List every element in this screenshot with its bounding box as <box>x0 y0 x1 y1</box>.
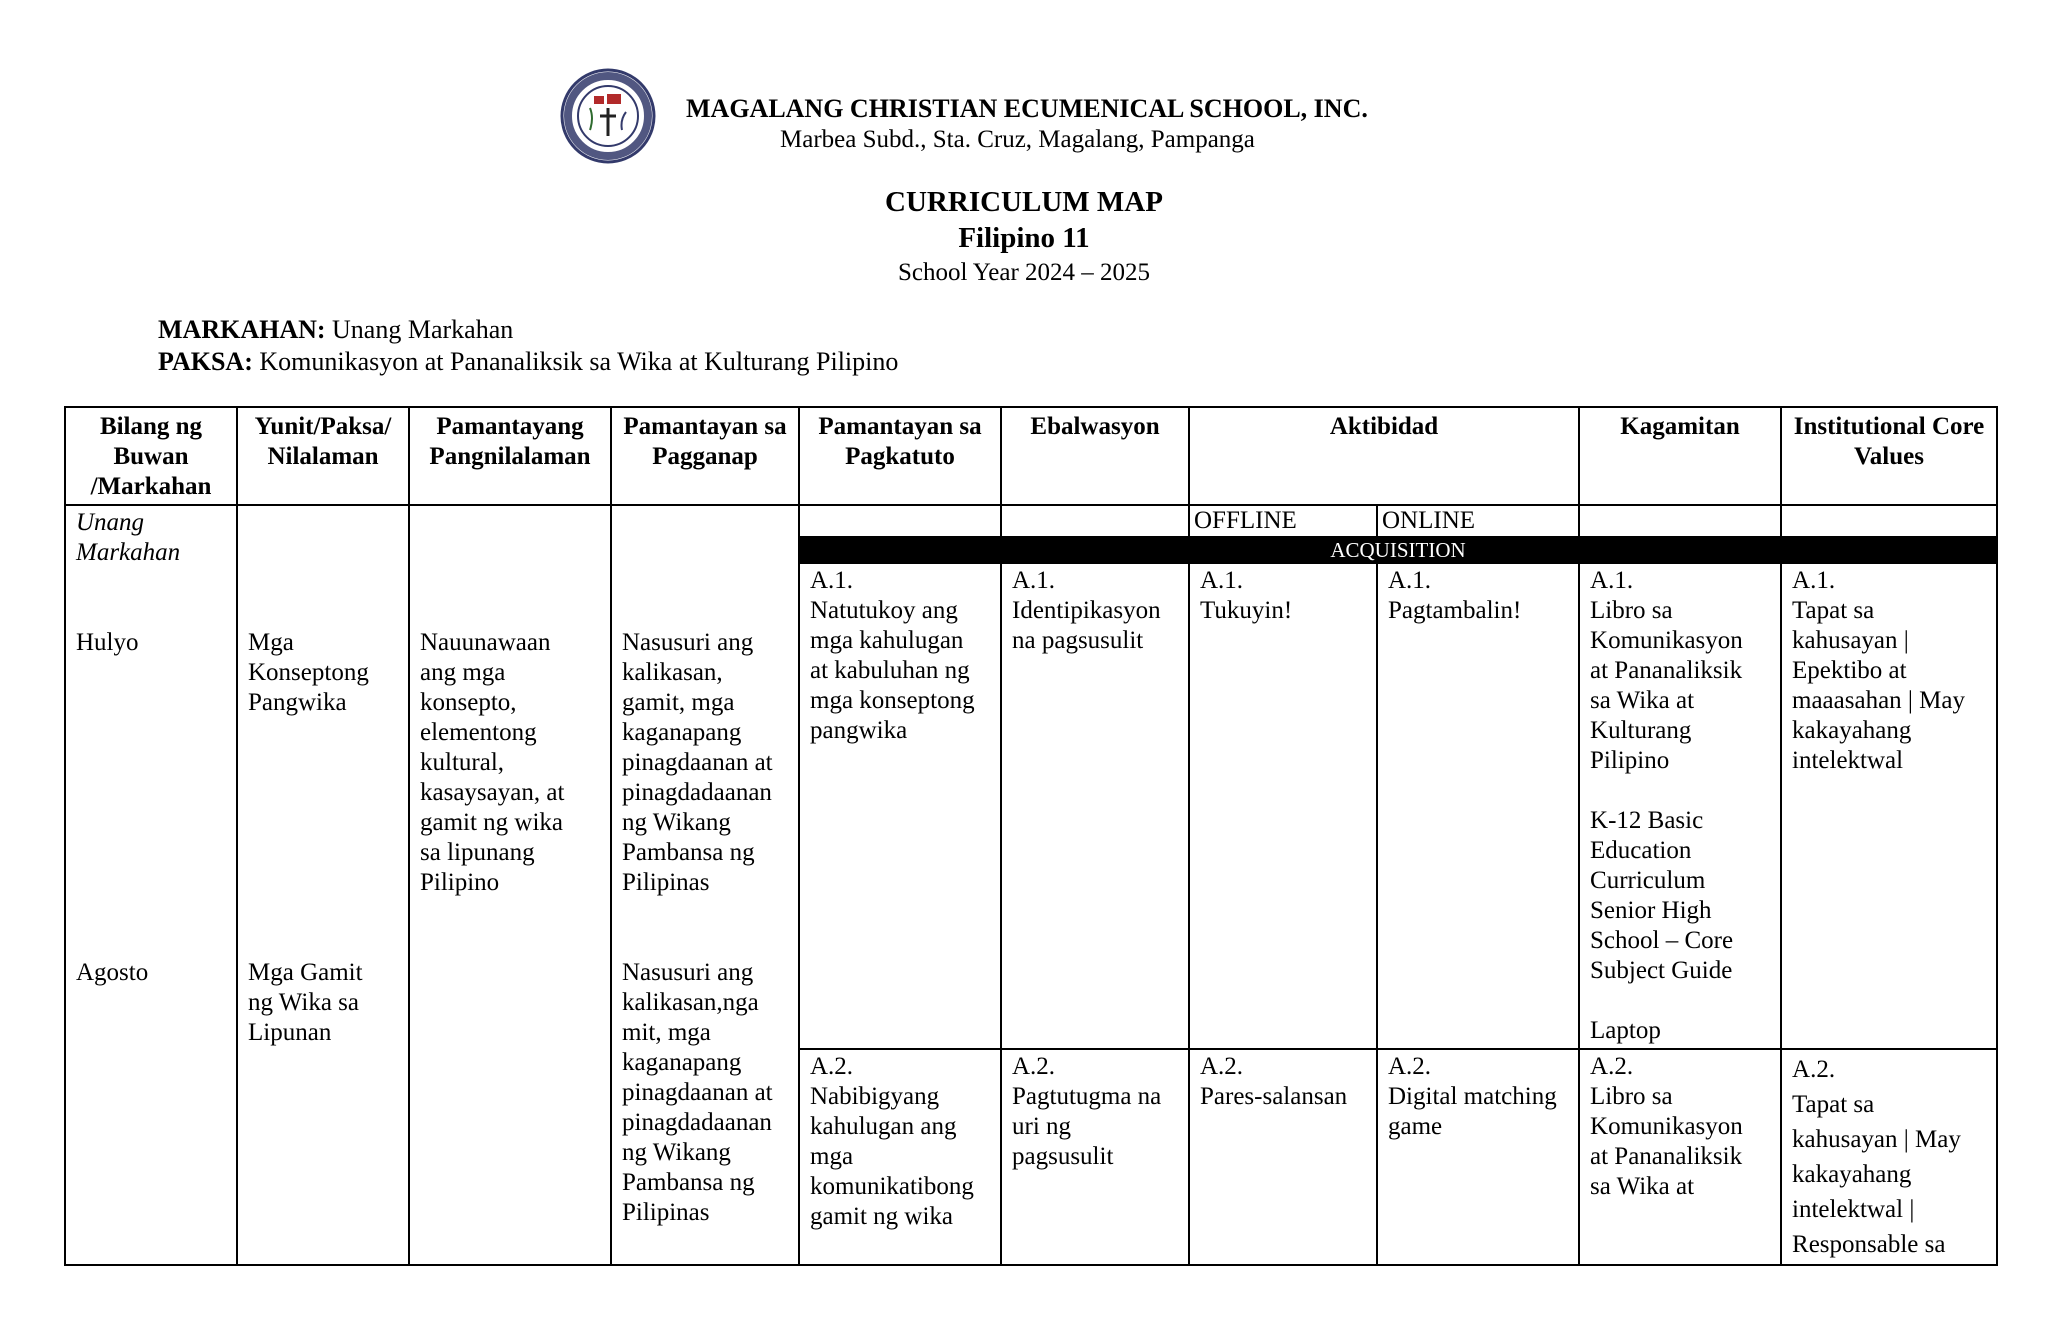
header-buwan: Bilang ng Buwan /Markahan <box>65 407 237 505</box>
header-aktibidad: Aktibidad <box>1189 407 1579 505</box>
col-buwan <box>65 505 237 1265</box>
header-kagamitan: Kagamitan <box>1579 407 1781 505</box>
paksa-value: Komunikasyon at Pananaliksik sa Wika at Kulturang Pilipino <box>252 347 899 376</box>
curriculum-map-table <box>64 406 1998 1266</box>
row2-kagamitan: A.2. Libro sa Komunikasyon at Pananaliksik sa Wika at <box>1579 1049 1781 1265</box>
paksa-label: PAKSA: <box>158 347 253 376</box>
sub-empty <box>1579 505 1781 537</box>
school-logo-icon <box>560 68 656 164</box>
row1-kagamitan: A.1. Libro sa Komunikasyon at Pananaliksik sa Wika at Kulturang Pilipino K-12 Basic Education Curriculum Senior High School – Core Subject Guide Laptop <box>1579 563 1781 1049</box>
header-ebalwasyon: Ebalwasyon <box>1001 407 1189 505</box>
document-title: CURRICULUM MAP <box>885 186 1163 218</box>
markahan-label: MARKAHAN: <box>158 315 326 344</box>
row1-online: A.1. Pagtambalin! <box>1377 563 1579 1049</box>
document-titles <box>0 184 2048 290</box>
row2-online: A.2. Digital matching game <box>1377 1049 1579 1265</box>
header-yunit: Yunit/Paksa/ Nilalaman <box>237 407 409 505</box>
row2-pagkatuto: A.2. Nabibigyang kahulugan ang mga komunikatibong gamit ng wika <box>799 1049 1001 1265</box>
buwan-line: Agosto <box>76 959 149 986</box>
row1-ebalwasyon: A.1. Identipikasyon na pagsusulit <box>1001 563 1189 1049</box>
sub-header-online: ONLINE <box>1377 505 1579 537</box>
paksa-line <box>158 346 898 378</box>
school-name: MAGALANG CHRISTIAN ECUMENICAL SCHOOL, INC. <box>686 94 1368 123</box>
markahan-line <box>158 314 898 346</box>
school-header <box>560 68 1460 168</box>
document-meta <box>158 314 898 378</box>
row2-offline: A.2. Pares-salansan <box>1189 1049 1377 1265</box>
col-pagganap: Nasusuri ang kalikasan, gamit, mga kaganapang pinagdaanan at pinagdadaanan ng Wikang Pambansa ng Pilipinas Nasusuri ang kalikasan,nga mit, mga kaganapang pinagdaanan at pinagdadaanan ng Wikang Pambansa ng Pilipinas <box>611 505 799 1265</box>
buwan-text <box>76 508 226 988</box>
buwan-line: Hulyo <box>76 629 139 656</box>
row1-core-values: A.1. Tapat sa kahusayan | Epektibo at maaasahan | May kakayahang intelektwal <box>1781 563 1997 1049</box>
buwan-line: Unang <box>76 509 145 536</box>
header-pagganap: Pamantayan sa Pagganap <box>611 407 799 505</box>
row2-core-values: A.2. Tapat sa kahusayan | May kakayahang intelektwal | Responsable sa <box>1781 1049 1997 1265</box>
sub-empty <box>1001 505 1189 537</box>
sub-empty <box>799 505 1001 537</box>
sub-header-row <box>65 505 1997 537</box>
school-year: School Year 2024 – 2025 <box>897 259 1151 286</box>
row2-ebalwasyon: A.2. Pagtutugma na uri ng pagsusulit <box>1001 1049 1189 1265</box>
acquisition-label: ACQUISITION <box>799 537 1997 563</box>
school-address: Marbea Subd., Sta. Cruz, Magalang, Pampanga <box>780 126 1255 153</box>
document-subject: Filipino 11 <box>958 222 1090 254</box>
sub-header-offline: OFFLINE <box>1189 505 1377 537</box>
markahan-value: Unang Markahan <box>325 315 514 344</box>
header-pangnilalaman: Pamantayang Pangnilalaman <box>409 407 611 505</box>
col-pangnilalaman: Nauunawaan ang mga konsepto, elementong kultural, kasaysayan, at gamit ng wika sa lipunang Pilipino <box>409 505 611 1265</box>
col-yunit: Mga Konseptong Pangwika Mga Gamit ng Wika sa Lipunan <box>237 505 409 1265</box>
header-core-values: Institutional Core Values <box>1781 407 1997 505</box>
row1-pagkatuto: A.1. Natutukoy ang mga kahulugan at kabuluhan ng mga konseptong pangwika <box>799 563 1001 1049</box>
sub-empty <box>1781 505 1997 537</box>
header-pagkatuto: Pamantayan sa Pagkatuto <box>799 407 1001 505</box>
buwan-line: Markahan <box>76 539 181 566</box>
row1-offline: A.1. Tukuyin! <box>1189 563 1377 1049</box>
table-header-row <box>65 407 1997 505</box>
